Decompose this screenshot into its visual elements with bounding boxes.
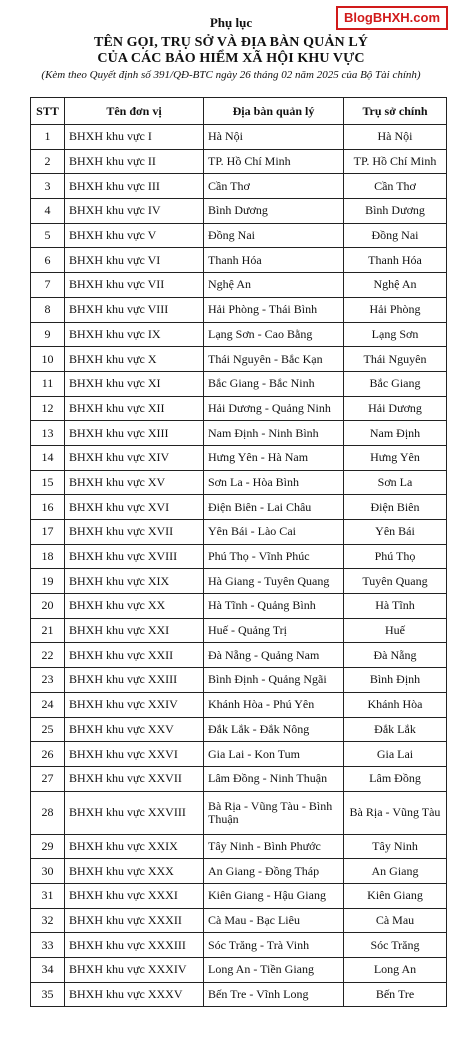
cell-area: Nam Định - Ninh Bình [204,421,344,446]
column-header-stt: STT [31,98,65,125]
cell-unit-name: BHXH khu vực XXVII [65,766,204,791]
table-row [31,958,447,983]
cell-stt: 25 [31,717,65,742]
cell-stt: 15 [31,470,65,495]
cell-area: Gia Lai - Kon Tum [204,742,344,767]
cell-stt: 18 [31,544,65,569]
cell-headquarters: Bắc Giang [344,371,447,396]
table-row [31,421,447,446]
cell-headquarters: Hà Tĩnh [344,594,447,619]
cell-headquarters: Bình Dương [344,199,447,224]
table-row [31,248,447,273]
cell-area: Sóc Trăng - Trà Vinh [204,933,344,958]
cell-stt: 30 [31,859,65,884]
table-row [31,717,447,742]
cell-stt: 3 [31,174,65,199]
cell-headquarters: Tuyên Quang [344,569,447,594]
cell-headquarters: Huế [344,618,447,643]
cell-stt: 8 [31,297,65,322]
appendix-label: Phụ lục [209,15,253,30]
table-row [31,149,447,174]
cell-stt: 1 [31,125,65,150]
cell-unit-name: BHXH khu vực XXIII [65,668,204,693]
cell-unit-name: BHXH khu vực V [65,223,204,248]
cell-headquarters: Sóc Trăng [344,933,447,958]
cell-stt: 31 [31,883,65,908]
table-row [31,544,447,569]
table-row [31,470,447,495]
cell-area: Tây Ninh - Bình Phước [204,834,344,859]
table-body [31,125,447,1007]
cell-headquarters: Hưng Yên [344,445,447,470]
cell-area: Bình Định - Quảng Ngãi [204,668,344,693]
cell-stt: 33 [31,933,65,958]
cell-headquarters: Long An [344,958,447,983]
cell-unit-name: BHXH khu vực III [65,174,204,199]
cell-unit-name: BHXH khu vực XIII [65,421,204,446]
table-row [31,859,447,884]
table-row [31,273,447,298]
table-row [31,199,447,224]
cell-stt: 24 [31,692,65,717]
cell-area: Yên Bái - Lào Cai [204,520,344,545]
cell-stt: 4 [31,199,65,224]
cell-unit-name: BHXH khu vực XII [65,396,204,421]
cell-unit-name: BHXH khu vực XX [65,594,204,619]
cell-headquarters: Đà Nẵng [344,643,447,668]
cell-area: Lạng Sơn - Cao Bằng [204,322,344,347]
cell-headquarters: Nghệ An [344,273,447,298]
cell-unit-name: BHXH khu vực XXVIII [65,791,204,834]
cell-area: Sơn La - Hòa Bình [204,470,344,495]
cell-headquarters: Hà Nội [344,125,447,150]
cell-headquarters: Thái Nguyên [344,347,447,372]
table-row [31,223,447,248]
cell-area: Bà Rịa - Vũng Tàu - Bình Thuận [204,791,344,834]
cell-unit-name: BHXH khu vực IX [65,322,204,347]
cell-area: Long An - Tiền Giang [204,958,344,983]
cell-stt: 5 [31,223,65,248]
table-row [31,791,447,834]
cell-headquarters: Kiên Giang [344,883,447,908]
cell-stt: 2 [31,149,65,174]
table-row [31,766,447,791]
cell-headquarters: TP. Hồ Chí Minh [344,149,447,174]
cell-stt: 19 [31,569,65,594]
cell-unit-name: BHXH khu vực XXXIV [65,958,204,983]
cell-stt: 27 [31,766,65,791]
cell-headquarters: Bà Rịa - Vũng Tàu [344,791,447,834]
cell-headquarters: Thanh Hóa [344,248,447,273]
cell-headquarters: Yên Bái [344,520,447,545]
cell-unit-name: BHXH khu vực VIII [65,297,204,322]
cell-unit-name: BHXH khu vực XV [65,470,204,495]
cell-area: Đồng Nai [204,223,344,248]
units-table [30,97,447,1007]
cell-unit-name: BHXH khu vực X [65,347,204,372]
table-row [31,933,447,958]
cell-stt: 28 [31,791,65,834]
cell-unit-name: BHXH khu vực XXXV [65,982,204,1007]
cell-unit-name: BHXH khu vực XXVI [65,742,204,767]
cell-area: Bến Tre - Vĩnh Long [204,982,344,1007]
cell-unit-name: BHXH khu vực XVII [65,520,204,545]
table-row [31,618,447,643]
cell-headquarters: Bình Định [344,668,447,693]
table-row [31,174,447,199]
table-header-row [31,98,447,125]
table-row [31,908,447,933]
cell-area: Hà Tĩnh - Quảng Bình [204,594,344,619]
table-row [31,643,447,668]
cell-area: Khánh Hòa - Phú Yên [204,692,344,717]
cell-stt: 29 [31,834,65,859]
watermark-badge: BlogBHXH.com [336,6,448,30]
table-row [31,569,447,594]
cell-stt: 26 [31,742,65,767]
table-row [31,297,447,322]
cell-stt: 12 [31,396,65,421]
table-row [31,495,447,520]
cell-headquarters: Sơn La [344,470,447,495]
cell-headquarters: Lâm Đồng [344,766,447,791]
cell-stt: 6 [31,248,65,273]
table-row [31,883,447,908]
cell-area: Cà Mau - Bạc Liêu [204,908,344,933]
cell-area: Cần Thơ [204,174,344,199]
cell-unit-name: BHXH khu vực XXXI [65,883,204,908]
cell-unit-name: BHXH khu vực XXXII [65,908,204,933]
cell-unit-name: BHXH khu vực XIV [65,445,204,470]
cell-stt: 34 [31,958,65,983]
table-row [31,982,447,1007]
cell-area: Hải Dương - Quảng Ninh [204,396,344,421]
cell-stt: 35 [31,982,65,1007]
table-row [31,445,447,470]
cell-area: Bình Dương [204,199,344,224]
column-header-area: Địa bàn quản lý [204,98,344,125]
cell-headquarters: Tây Ninh [344,834,447,859]
cell-stt: 16 [31,495,65,520]
cell-headquarters: Bến Tre [344,982,447,1007]
table-row [31,125,447,150]
table-row [31,692,447,717]
cell-stt: 11 [31,371,65,396]
cell-area: Điện Biên - Lai Châu [204,495,344,520]
cell-unit-name: BHXH khu vực XIX [65,569,204,594]
cell-headquarters: An Giang [344,859,447,884]
cell-area: Hà Giang - Tuyên Quang [204,569,344,594]
table-row [31,742,447,767]
cell-stt: 9 [31,322,65,347]
cell-area: TP. Hồ Chí Minh [204,149,344,174]
cell-headquarters: Khánh Hòa [344,692,447,717]
cell-area: Hưng Yên - Hà Nam [204,445,344,470]
cell-stt: 21 [31,618,65,643]
column-header-headquarters: Trụ sở chính [344,98,447,125]
cell-area: Nghệ An [204,273,344,298]
cell-unit-name: BHXH khu vực XXV [65,717,204,742]
cell-unit-name: BHXH khu vực XXIX [65,834,204,859]
document-subtitle: (Kèm theo Quyết định số 391/QĐ-BTC ngày 26 tháng 02 năm 2025 của Bộ Tài chính) [41,69,421,81]
table-row [31,594,447,619]
cell-stt: 13 [31,421,65,446]
cell-stt: 20 [31,594,65,619]
cell-stt: 17 [31,520,65,545]
cell-unit-name: BHXH khu vực XXXIII [65,933,204,958]
table-row [31,371,447,396]
cell-area: Thái Nguyên - Bắc Kạn [204,347,344,372]
table-row [31,322,447,347]
cell-area: Bắc Giang - Bắc Ninh [204,371,344,396]
cell-unit-name: BHXH khu vực VI [65,248,204,273]
cell-area: Hà Nội [204,125,344,150]
cell-headquarters: Hải Phòng [344,297,447,322]
cell-unit-name: BHXH khu vực XVIII [65,544,204,569]
cell-unit-name: BHXH khu vực XI [65,371,204,396]
cell-stt: 14 [31,445,65,470]
cell-headquarters: Điện Biên [344,495,447,520]
cell-headquarters: Cần Thơ [344,174,447,199]
cell-unit-name: BHXH khu vực XXII [65,643,204,668]
cell-stt: 7 [31,273,65,298]
cell-area: An Giang - Đồng Tháp [204,859,344,884]
table-row [31,834,447,859]
cell-headquarters: Nam Định [344,421,447,446]
cell-unit-name: BHXH khu vực XVI [65,495,204,520]
cell-area: Thanh Hóa [204,248,344,273]
table-row [31,668,447,693]
cell-headquarters: Đồng Nai [344,223,447,248]
document-title-line2: CỦA CÁC BẢO HIỂM XÃ HỘI KHU VỰC [97,51,365,66]
cell-area: Huế - Quảng Trị [204,618,344,643]
cell-unit-name: BHXH khu vực XXIV [65,692,204,717]
cell-area: Lâm Đồng - Ninh Thuận [204,766,344,791]
cell-stt: 32 [31,908,65,933]
cell-headquarters: Cà Mau [344,908,447,933]
cell-unit-name: BHXH khu vực I [65,125,204,150]
cell-stt: 10 [31,347,65,372]
cell-unit-name: BHXH khu vực XXX [65,859,204,884]
cell-unit-name: BHXH khu vực II [65,149,204,174]
cell-stt: 22 [31,643,65,668]
cell-area: Đắk Lắk - Đắk Nông [204,717,344,742]
cell-headquarters: Lạng Sơn [344,322,447,347]
cell-unit-name: BHXH khu vực IV [65,199,204,224]
table-row [31,347,447,372]
table-row [31,520,447,545]
cell-headquarters: Gia Lai [344,742,447,767]
cell-unit-name: BHXH khu vực VII [65,273,204,298]
cell-area: Phú Thọ - Vĩnh Phúc [204,544,344,569]
cell-headquarters: Phú Thọ [344,544,447,569]
cell-area: Kiên Giang - Hậu Giang [204,883,344,908]
column-header-unit-name: Tên đơn vị [65,98,204,125]
cell-stt: 23 [31,668,65,693]
cell-area: Hải Phòng - Thái Bình [204,297,344,322]
cell-headquarters: Hải Dương [344,396,447,421]
document-title-line1: TÊN GỌI, TRỤ SỞ VÀ ĐỊA BÀN QUẢN LÝ [94,35,368,50]
cell-headquarters: Đắk Lắk [344,717,447,742]
table-row [31,396,447,421]
cell-unit-name: BHXH khu vực XXI [65,618,204,643]
cell-area: Đà Nẵng - Quảng Nam [204,643,344,668]
